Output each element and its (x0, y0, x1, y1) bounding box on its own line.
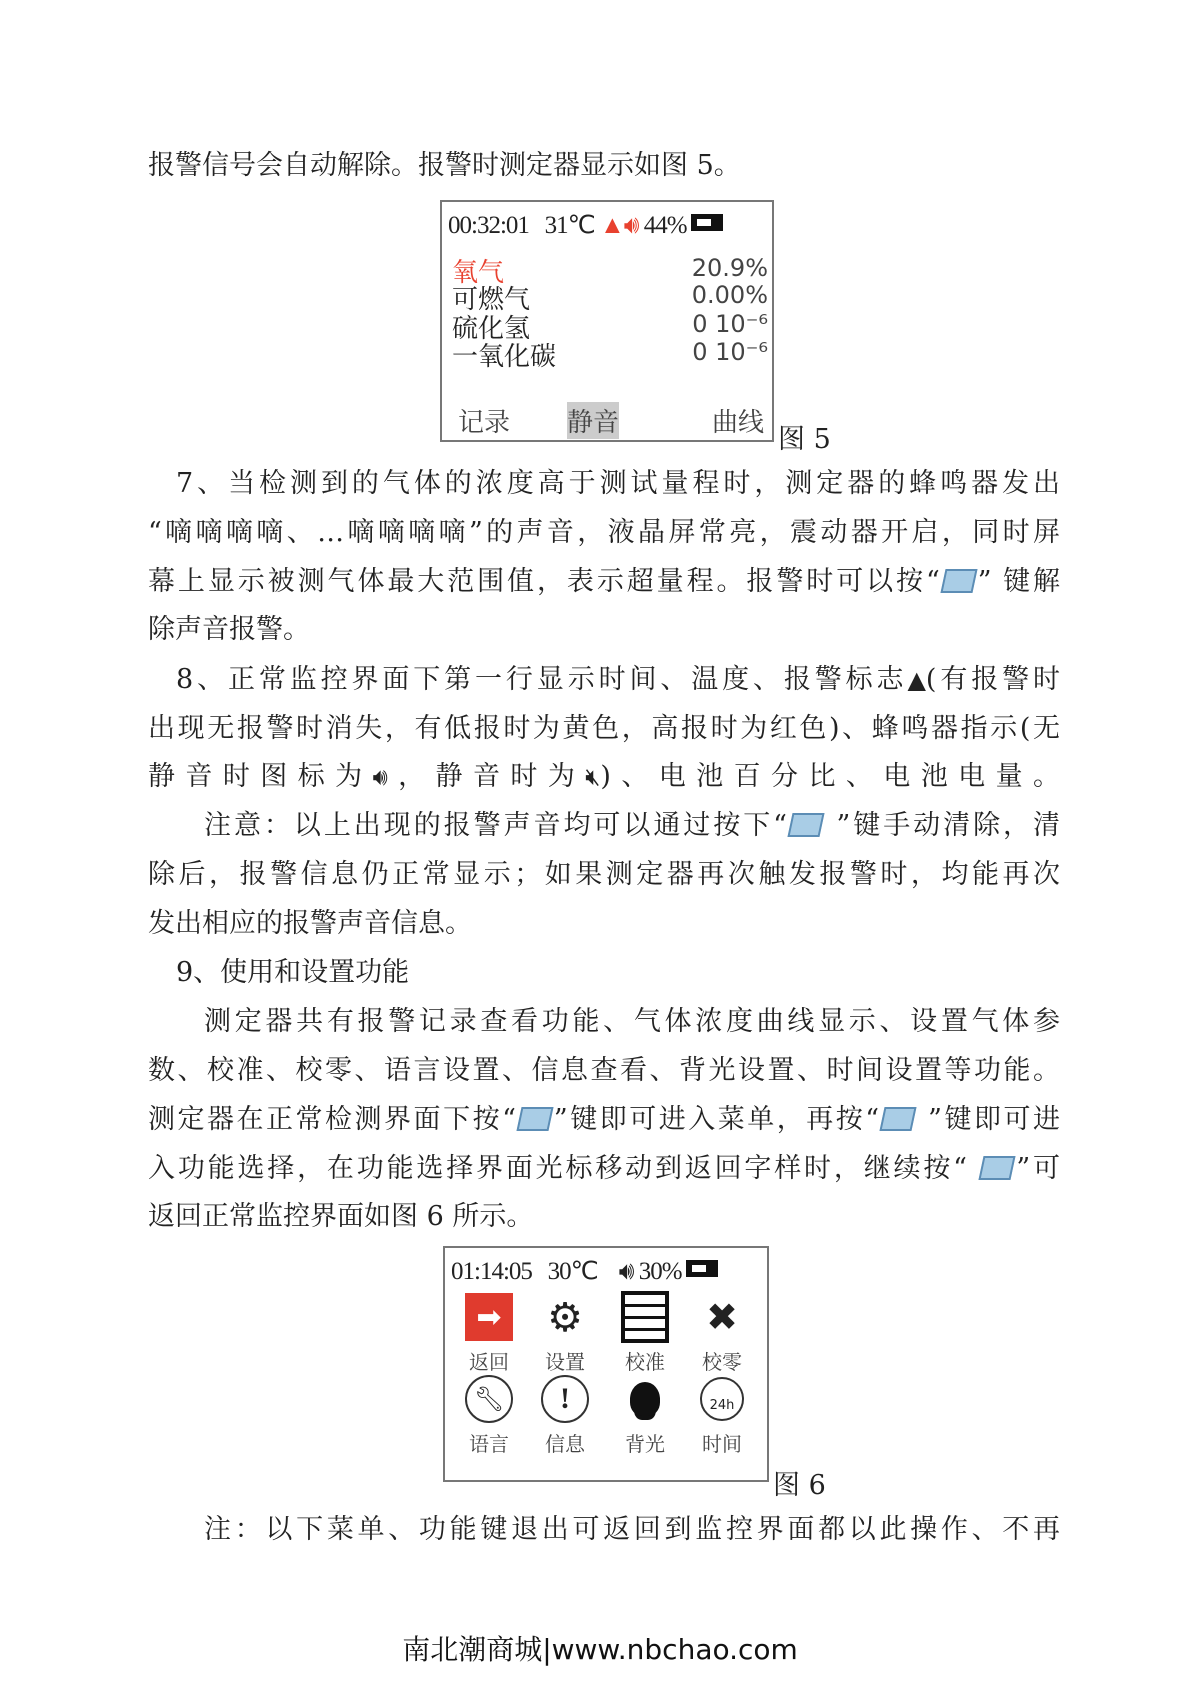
text-segment: “嘀嘀嘀嘀、…嘀嘀嘀嘀”的声音，液晶屏常亮，震动器开启，同时屏 (148, 517, 1060, 548)
text-line (148, 1199, 1060, 1235)
info-icon: ! (540, 1374, 590, 1424)
text-segment: 入功能选择，在功能选择界面光标移动到返回字样时，继续按“ (148, 1153, 979, 1184)
softkey-record[interactable]: 记录 (458, 408, 511, 437)
battery-percent: 30% (638, 1258, 682, 1285)
battery-percent: 44% (643, 212, 687, 239)
gas-value: 0.00% (691, 281, 768, 309)
text-line (176, 662, 1060, 698)
menu-item-label: 返回 (469, 1352, 509, 1374)
wrench-icon: 🔧︎ (464, 1374, 514, 1424)
gas-name: 一氧化碳 (452, 342, 557, 371)
text-line (148, 612, 1060, 648)
text-segment: 测定器在正常检测界面下按“ (148, 1104, 516, 1135)
softkey-curve[interactable]: 曲线 (711, 408, 764, 437)
text-segment: ”键即可进 (917, 1104, 1060, 1135)
text-segment: ” 键解 (977, 566, 1060, 597)
menu-item-label: 信息 (545, 1434, 585, 1456)
menu-item-exit[interactable] (454, 1292, 524, 1375)
gas-name: 硫化氢 (452, 314, 531, 343)
menu-item-label: 校零 (702, 1352, 742, 1374)
gas-value: 0 10⁻⁶ (692, 338, 768, 366)
warning-icon: ▲ (907, 666, 926, 694)
text-line (148, 148, 1060, 184)
confirm-key-icon (787, 813, 824, 837)
footer-watermark: 南北潮商城|www.nbchao.com (402, 1633, 798, 1666)
text-segment: 发出相应的报警声音信息。 (148, 908, 472, 939)
gas-value: 0 10⁻⁶ (692, 310, 768, 338)
menu-item-clock-24h[interactable] (687, 1374, 757, 1457)
status-bar (448, 210, 723, 240)
menu-item-tools[interactable] (687, 1292, 757, 1375)
menu-item-label: 校准 (625, 1352, 665, 1374)
text-segment: 返回正常监控界面如图 6 所示。 (148, 1201, 534, 1232)
text-segment: )、电池百分比、电池电量。 (600, 761, 1061, 792)
confirm-key-icon (979, 1156, 1016, 1180)
text-line (148, 906, 1060, 942)
tools-icon: ✖ (706, 1296, 738, 1339)
gears-icon: ⚙ (547, 1294, 583, 1340)
menu-item-label: 设置 (545, 1352, 585, 1374)
speaker-icon: 🔊︎ (623, 212, 639, 239)
battery-icon (686, 1260, 718, 1277)
softkey-mute[interactable]: 静音 (567, 402, 619, 439)
exit-icon: ➡ (464, 1292, 514, 1342)
text-line (176, 955, 1060, 991)
gas-name: 可燃气 (452, 285, 531, 314)
gas-name: 氧气 (452, 258, 505, 287)
figure-5-caption: 图 5 (778, 424, 831, 455)
menu-item-wrench[interactable] (454, 1374, 524, 1457)
confirm-key-icon (516, 1107, 553, 1131)
temperature: 30℃ (547, 1258, 598, 1285)
text-line (204, 808, 1060, 844)
text-line (148, 515, 1060, 551)
mute-icon: 🔇︎ (585, 763, 601, 791)
text-segment: 注：以下菜单、功能键退出可返回到监控界面都以此操作、不再 (204, 1514, 1060, 1545)
text-line (148, 1102, 1060, 1138)
text-segment: 报警信号会自动解除。报警时测定器显示如图 5。 (148, 150, 741, 181)
text-segment: 除声音报警。 (148, 614, 310, 645)
list-icon (620, 1292, 670, 1342)
warning-icon: ▲ (599, 212, 624, 239)
status-bar (451, 1256, 718, 1286)
clock-24h-icon: 24h (697, 1374, 747, 1424)
gas-value: 20.9% (691, 254, 768, 282)
text-line (148, 564, 1060, 600)
text-segment: ”可 (1016, 1153, 1060, 1184)
text-segment: 数、校准、校零、语言设置、信息查看、背光设置、时间设置等功能。 (148, 1055, 1060, 1086)
battery-icon (691, 214, 723, 231)
figure-6-menu-screen (443, 1246, 769, 1482)
text-segment: 测定器共有报警记录查看功能、气体浓度曲线显示、设置气体参 (204, 1006, 1060, 1037)
menu-item-gears[interactable] (530, 1292, 600, 1375)
text-line (148, 1053, 1060, 1089)
figure-5-alarm-screen (440, 200, 774, 442)
text-line (204, 1004, 1060, 1040)
text-segment: 8、正常监控界面下第一行显示时间、温度、报警标志 (176, 664, 908, 695)
confirm-key-icon (940, 569, 977, 593)
menu-item-list[interactable] (610, 1292, 680, 1375)
menu-item-label: 背光 (625, 1434, 665, 1456)
menu-item-info[interactable] (530, 1374, 600, 1457)
text-line (148, 711, 1060, 747)
temperature: 31℃ (544, 212, 595, 239)
text-segment: 静音时图标为 (148, 761, 373, 792)
text-line (148, 1151, 1060, 1187)
speaker-icon: 🔊︎ (372, 763, 388, 791)
text-line (148, 759, 1060, 795)
text-line (204, 1512, 1060, 1548)
time: 00:32:01 (448, 212, 529, 239)
text-segment: ”键即可进入菜单，再按“ (553, 1104, 880, 1135)
figure-6-caption: 图 6 (773, 1470, 826, 1501)
text-segment: 幕上显示被测气体最大范围值，表示超量程。报警时可以按“ (148, 566, 940, 597)
text-segment: 注意：以上出现的报警声音均可以通过按下“ (204, 810, 787, 841)
text-segment: 9、使用和设置功能 (176, 957, 410, 988)
menu-item-label: 语言 (469, 1434, 509, 1456)
menu-item-bulb[interactable] (610, 1374, 680, 1457)
confirm-key-icon (880, 1107, 917, 1131)
speaker-icon: 🔊︎ (618, 1258, 634, 1285)
text-segment: (有报警时 (925, 664, 1060, 695)
text-segment: 除后，报警信息仍正常显示；如果测定器再次触发报警时，均能再次 (148, 859, 1060, 890)
text-line (148, 857, 1060, 893)
menu-item-label: 时间 (702, 1434, 742, 1456)
text-segment: 出现无报警时消失，有低报时为黄色，高报时为红色)、蜂鸣器指示(无 (148, 713, 1060, 744)
text-line (176, 466, 1060, 502)
time: 01:14:05 (451, 1258, 532, 1285)
bulb-icon (620, 1374, 670, 1424)
text-segment: ”键手动清除，清 (824, 810, 1060, 841)
text-segment: ，静音时为 (387, 761, 586, 792)
text-segment: 7、当检测到的气体的浓度高于测试量程时，测定器的蜂鸣器发出 (176, 468, 1060, 499)
